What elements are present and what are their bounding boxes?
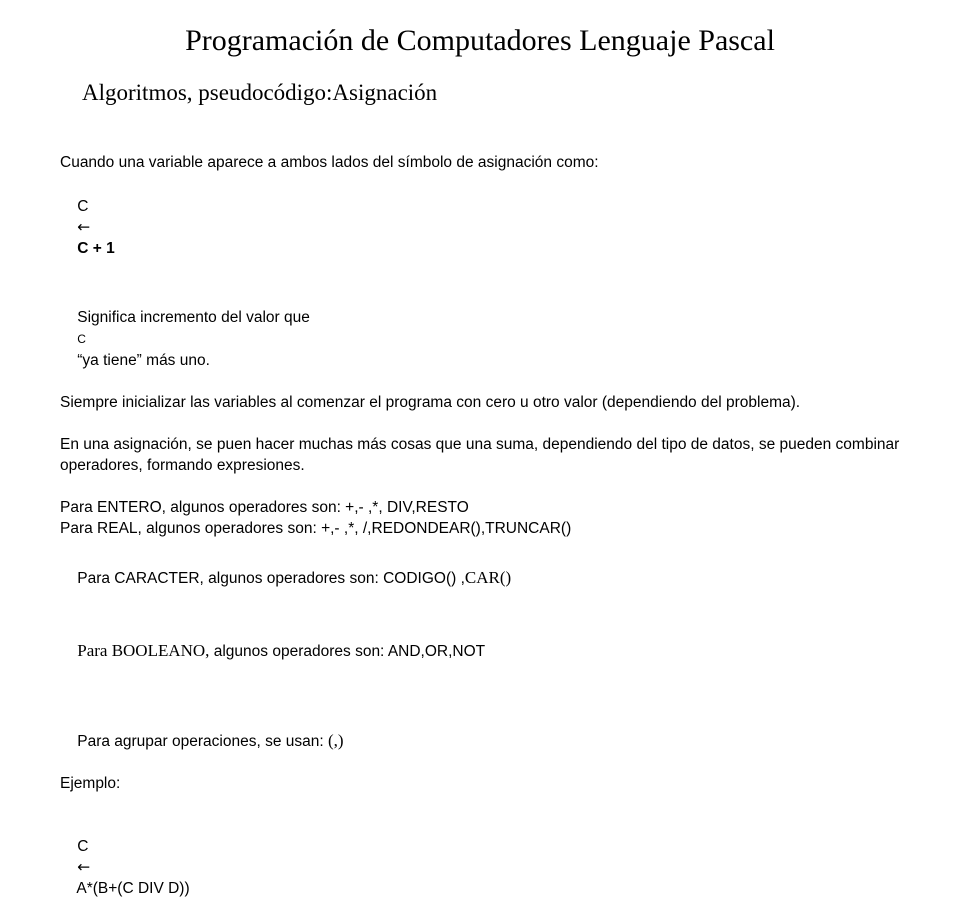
example-increment-rhs: C + 1 <box>77 240 115 257</box>
example-expression-lhs: C <box>77 838 89 855</box>
example-expression-rhs: A*(B+(C DIV D)) <box>76 880 190 897</box>
meaning-var: C <box>77 332 86 346</box>
grouping-symbols: (,) <box>327 731 344 750</box>
meaning-pre: Significa incremento del valor que <box>77 309 310 326</box>
operators-booleano-text: algunos operadores son: AND,OR,NOT <box>209 643 486 660</box>
expression-note: En una asignación, se puen hacer muchas más cosas que una suma, dependiendo del tipo de datos, se pueden combinar operadores, formando expresiones. <box>60 436 900 474</box>
example-expression <box>60 815 900 920</box>
intro-line: Cuando una variable aparece a ambos lados del símbolo de asignación como: <box>60 154 599 171</box>
slide-title: Programación de Computadores Lenguaje Pascal <box>185 24 775 57</box>
operators-booleano <box>60 615 900 688</box>
operators-caracter-text: Para CARACTER, algunos operadores son: CODIGO() , <box>77 570 465 587</box>
slide-subtitle: Algoritmos, pseudocódigo:Asignación <box>82 80 438 105</box>
left-arrow-icon: ← <box>77 218 91 236</box>
example-label: Ejemplo: <box>60 775 121 792</box>
operators-entero: Para ENTERO, algunos operadores son: +,- ,*, DIV,RESTO <box>60 499 469 516</box>
operators-booleano-label: Para BOOLEANO, <box>77 641 210 660</box>
operators-caracter-car: CAR() <box>464 568 512 587</box>
operators-caracter <box>60 542 900 615</box>
example-increment <box>60 175 900 280</box>
slide-body <box>60 152 900 920</box>
init-note: Siempre inicializar las variables al comenzar el programa con cero u otro valor (dependiendo del problema). <box>60 394 801 411</box>
operators-real: Para REAL, algunos operadores son: +,- ,*, /,REDONDEAR(),TRUNCAR() <box>60 520 572 537</box>
grouping-line <box>60 709 900 773</box>
example-increment-lhs: C <box>77 198 89 215</box>
left-arrow-icon: ← <box>77 858 91 876</box>
grouping-text: Para agrupar operaciones, se usan: <box>77 733 328 750</box>
meaning-line <box>60 286 900 392</box>
meaning-post: “ya tiene” más uno. <box>77 352 210 369</box>
